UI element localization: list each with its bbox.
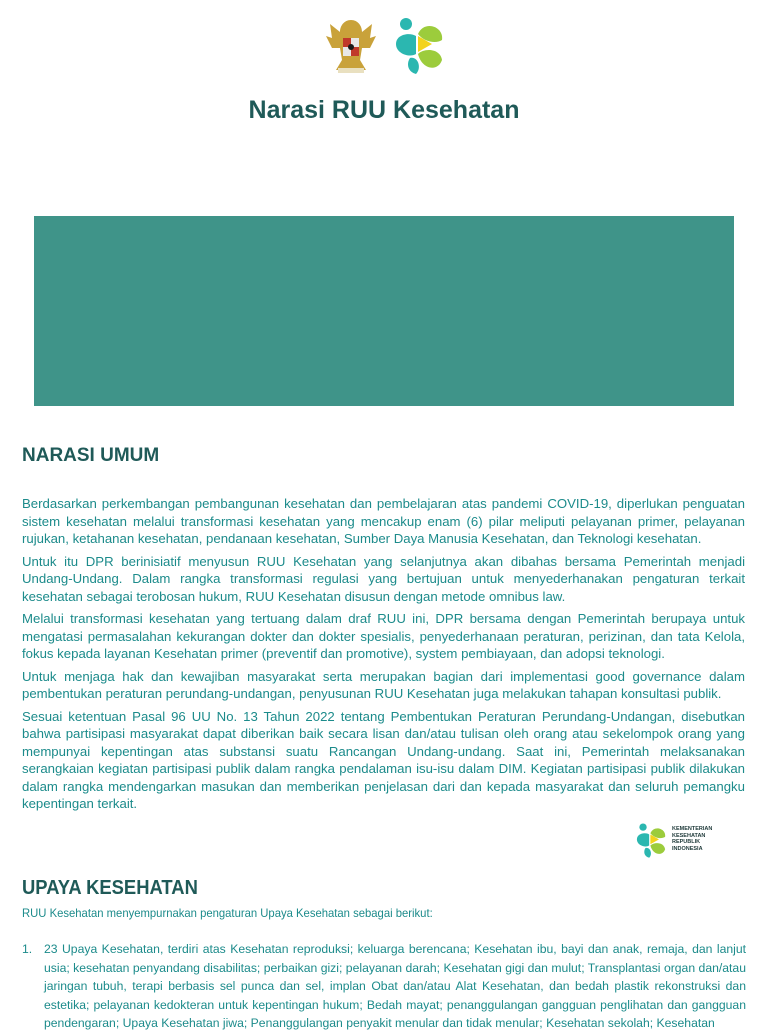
kemenkes-watermark: [632, 820, 722, 862]
page-title: Narasi RUU Kesehatan: [248, 96, 520, 124]
section-heading-upaya-kesehatan: UPAYA KESEHATAN: [22, 877, 198, 899]
upaya-list: [22, 940, 746, 1033]
section-heading-narasi-umum: NARASI UMUM: [22, 445, 160, 466]
header-logos: [0, 14, 768, 78]
paragraph: Untuk itu DPR berinisiatif menyusun RUU Kesehatan yang selanjutnya akan dibahas bersama Pemerintah menjadi Undang-Undang. Dalam rangka transformasi regulasi yang bertujuan untuk menyederhanakan pengaturan terkait kesehatan sebagai terobosan hukum, RUU Kesehatan disusun dengan metode omnibus law.: [22, 553, 745, 604]
garuda-pancasila-emblem-icon: [322, 14, 380, 76]
kemenkes-logo-icon: [388, 14, 450, 76]
list-number: 1.: [22, 942, 33, 956]
kemenkes-logo-icon: [632, 820, 670, 860]
upaya-intro-text: RUU Kesehatan menyempurnakan pengaturan Upaya Kesehatan sebagai berikut:: [22, 906, 433, 920]
paragraph: Sesuai ketentuan Pasal 96 UU No. 13 Tahun 2022 tentang Pembentukan Peraturan Perundang-Undangan, disebutkan bahwa partisipasi masyarakat dapat diberikan baik secara lisan dan/atau tulisan oleh orang atau sekelompok orang yang mempunyai kepentingan atas substansi suatu Rancangan Undang-undang. Saat ini, Pemerintah melaksanakan serangkaian kegiatan partisipasi publik dalam rangka pendalaman isu-isu dalam DIM. Kegiatan partisipasi publik dilakukan dalam rangka mendengarkan masukan dan memberikan penjelasan dari dan kepada masyarakat dan seluruh pemangku kepentingan terkait.: [22, 708, 745, 811]
list-item: [22, 940, 746, 1033]
banner-image: [34, 216, 734, 406]
paragraph: Berdasarkan perkembangan pembangunan kesehatan dan pembelajaran atas pandemi COVID-19, diperlukan penguatan sistem kesehatan melalui transformasi kesehatan yang mencakup enam (6) pilar meliputi pelayanan primer, pelayanan rujukan, ketahanan kesehatan, pendanaan kesehatan, Sumber Daya Manusia Kesehatan, dan Teknologi kesehatan.: [22, 496, 745, 546]
narasi-umum-body: [22, 495, 745, 818]
paragraph: Melalui transformasi kesehatan yang tertuang dalam draf RUU ini, DPR bersama dengan Pemerintah berupaya untuk mengatasi permasalahan kekurangan dokter dan dokter spesialis, penyederhanaan peraturan, perizinan, dan tata Kelola, fokus kepada layanan Kesehatan primer (preventif dan promotive), system pembiayaan, dan adopsi teknologi.: [22, 611, 745, 661]
paragraph: Untuk menjaga hak dan kewajiban masyarakat serta merupakan bagian dari implementasi good governance dalam pembentukan peraturan perundang-undangan, penyusunan RUU Kesehatan juga melakukan tahapan konsultasi publik.: [22, 668, 745, 701]
watermark-text: KEMENTERIAN KESEHATAN REPUBLIK INDONESIA: [672, 826, 713, 852]
list-item-text: 23 Upaya Kesehatan, terdiri atas Kesehatan reproduksi; keluarga berencana; Kesehatan ibu, bayi dan anak, remaja, dan lanjut usia; kesehatan penyandang disabilitas; perbaikan gizi; pelayanan darah; Kesehatan gigi dan mulut; Transplantasi organ dan/atau jaringan tubuh, terapi berbasis sel punca dan sel, implan Obat dan/atau Alat Kesehatan, dan bedah plastik rekonstruksi dan estetika; pelayanan kedokteran untuk kepentingan hukum; Bedah mayat; penanggulangan gangguan penglihatan dan gangguan pendengaran; Upaya Kesehatan jiwa; Penanggulangan penyakit menular dan tidak menular; Kesehatan sekolah; Kesehatan: [44, 942, 746, 1031]
